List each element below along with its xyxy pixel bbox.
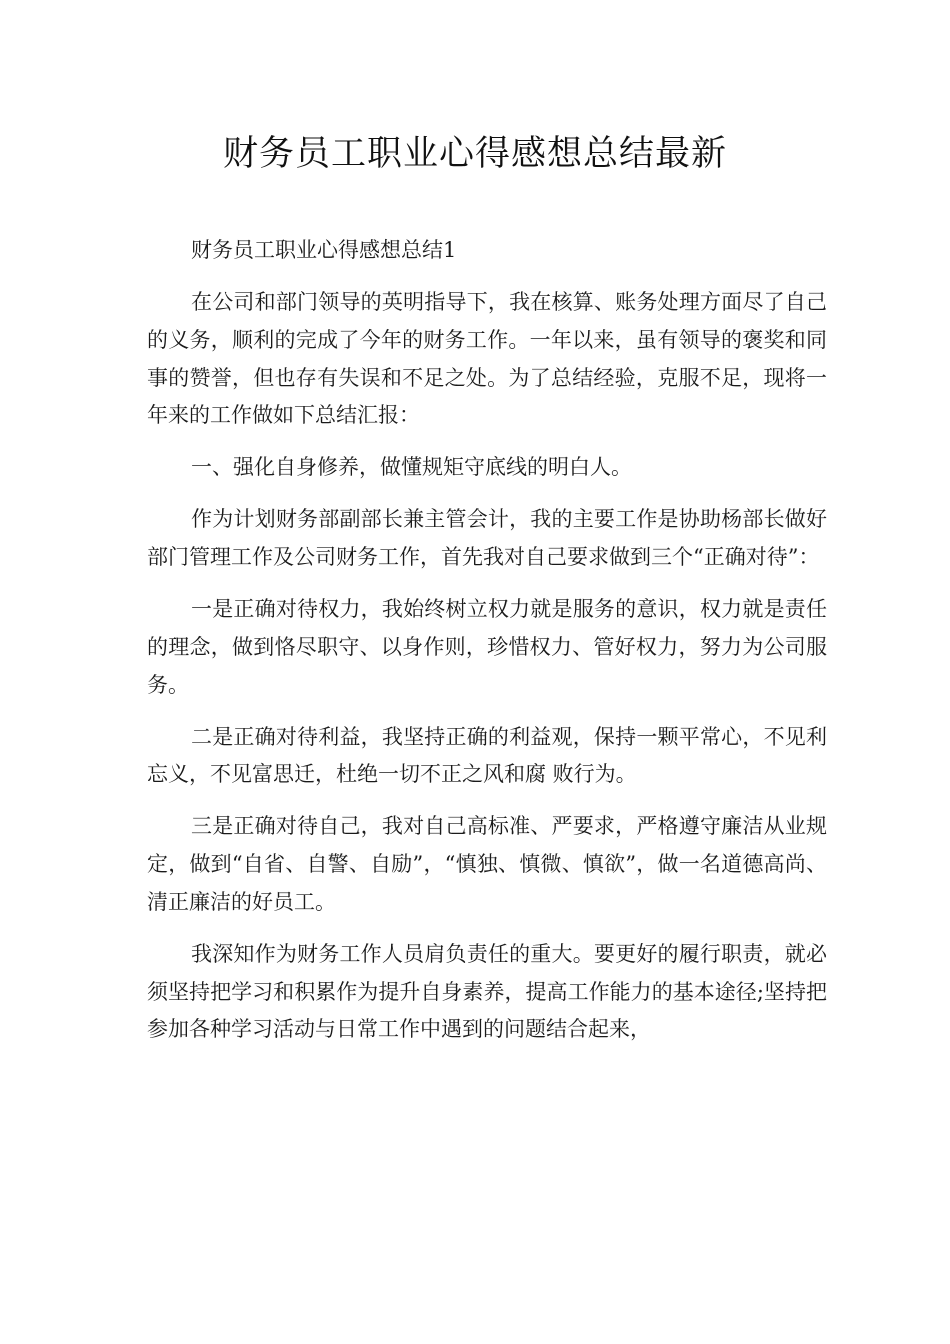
paragraph-role: 作为计划财务部副部长兼主管会计，我的主要工作是协助杨部长做好部门管理工作及公司财务工作，首先我对自己要求做到三个“正确对待”： xyxy=(147,507,827,570)
paragraph-interest: 二是正确对待利益，我坚持正确的利益观，保持一颗平常心，不见利忘义，不见富思迁，杜绝一切不正之风和腐 败行为。 xyxy=(147,724,827,787)
paragraph-power: 一是正确对待权力，我始终树立权力就是服务的意识，权力就是责任的理念，做到恪尽职守、以身作则，珍惜权力、管好权力，努力为公司服务。 xyxy=(147,597,827,697)
paragraph-heading-one: 一、强化自身修养，做懂规矩守底线的明白人。 xyxy=(191,455,632,480)
paragraph-responsibility: 我深知作为财务工作人员肩负责任的重大。要更好的履行职责，就必须坚持把学习和积累作为提升自身素养，提高工作能力的基本途径;坚持把参加各种学习活动与日常工作中遇到的问题结合起来， xyxy=(147,941,827,1042)
section-heading: 财务员工职业心得感想总结1 xyxy=(191,238,457,262)
paragraph-self: 三是正确对待自己，我对自己高标准、严要求，严格遵守廉洁从业规定，做到“自省、自警、自励”，“慎独、慎微、慎欲”，做一名道德高尚、清正廉洁的好员工。 xyxy=(147,814,827,914)
document-title: 财务员工职业心得感想总结最新 xyxy=(222,134,727,174)
document-body xyxy=(147,232,827,1063)
paragraph-intro: 在公司和部门领导的英明指导下，我在核算、账务处理方面尽了自己的义务，顺利的完成了今年的财务工作。一年以来，虽有领导的褒奖和同事的赞誉，但也存有失误和不足之处。为了总结经验，克服不足，现将一年来的工作做如下总结汇报： xyxy=(147,290,827,428)
